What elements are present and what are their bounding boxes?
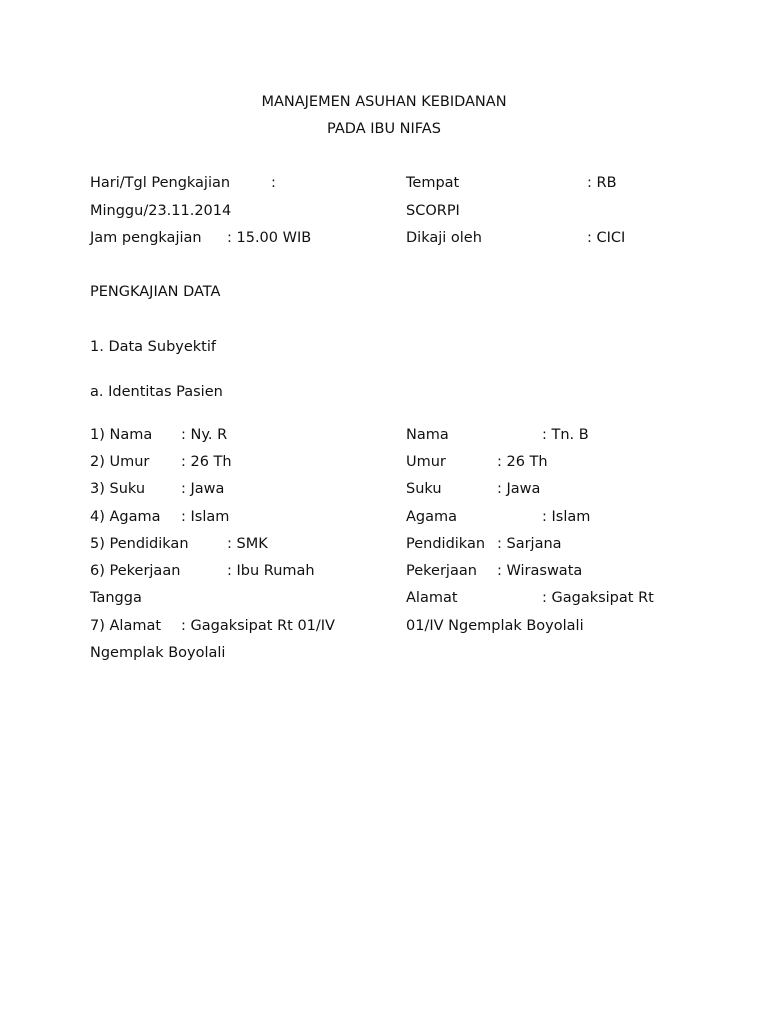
husband-pendidikan-value: : Sarjana xyxy=(497,536,562,552)
hari-label: Hari/Tgl Pengkajian xyxy=(90,175,231,191)
husband-agama-value: : Islam xyxy=(542,509,591,525)
dikaji-value: : CICI xyxy=(587,230,626,246)
husband-suku-value: : Jawa xyxy=(497,481,541,497)
section-heading: PENGKAJIAN DATA xyxy=(90,284,221,300)
husband-nama-label: Nama xyxy=(406,427,449,443)
husband-pekerjaan-value: : Wiraswata xyxy=(497,563,583,579)
jam-label: Jam pengkajian xyxy=(90,230,202,246)
tempat-label: Tempat xyxy=(406,175,460,191)
patient-pekerjaan-value: : Ibu Rumah xyxy=(227,563,315,579)
patient-suku-value: : Jawa xyxy=(181,481,225,497)
tempat-value: : RB xyxy=(587,175,617,191)
husband-umur-label: Umur xyxy=(406,454,446,470)
subsection-identitas-pasien: a. Identitas Pasien xyxy=(90,384,223,400)
husband-alamat-value: : Gagaksipat Rt xyxy=(542,590,654,606)
hari-colon: : xyxy=(271,175,276,191)
document-title-line2: PADA IBU NIFAS xyxy=(327,121,441,137)
patient-alamat-cont: Ngemplak Boyolali xyxy=(90,645,226,661)
husband-agama-label: Agama xyxy=(406,509,458,525)
patient-pekerjaan-label: 6) Pekerjaan xyxy=(90,563,181,579)
patient-pendidikan-value: : SMK xyxy=(227,536,268,552)
patient-pendidikan-label: 5) Pendidikan xyxy=(90,536,189,552)
patient-pekerjaan-cont: Tangga xyxy=(90,590,142,606)
patient-umur-value: : 26 Th xyxy=(181,454,232,470)
husband-alamat-cont: 01/IV Ngemplak Boyolali xyxy=(406,618,584,634)
hari-value: Minggu/23.11.2014 xyxy=(90,203,232,219)
husband-pendidikan-label: Pendidikan xyxy=(406,536,486,552)
dikaji-label: Dikaji oleh xyxy=(406,230,482,246)
patient-suku-label: 3) Suku xyxy=(90,481,146,497)
patient-nama-label: 1) Nama xyxy=(90,427,153,443)
subsection-data-subyektif: 1. Data Subyektif xyxy=(90,339,216,355)
document-title-line1: MANAJEMEN ASUHAN KEBIDANAN xyxy=(261,94,507,110)
husband-nama-value: : Tn. B xyxy=(542,427,589,443)
tempat-value-cont: SCORPI xyxy=(406,203,460,219)
patient-umur-label: 2) Umur xyxy=(90,454,150,470)
patient-agama-label: 4) Agama xyxy=(90,509,161,525)
patient-nama-value: : Ny. R xyxy=(181,427,228,443)
husband-pekerjaan-label: Pekerjaan xyxy=(406,563,477,579)
jam-value: : 15.00 WIB xyxy=(227,230,312,246)
husband-alamat-label: Alamat xyxy=(406,590,458,606)
patient-agama-value: : Islam xyxy=(181,509,230,525)
husband-suku-label: Suku xyxy=(406,481,442,497)
patient-alamat-value: : Gagaksipat Rt 01/IV xyxy=(181,618,335,634)
husband-umur-value: : 26 Th xyxy=(497,454,548,470)
patient-alamat-label: 7) Alamat xyxy=(90,618,162,634)
